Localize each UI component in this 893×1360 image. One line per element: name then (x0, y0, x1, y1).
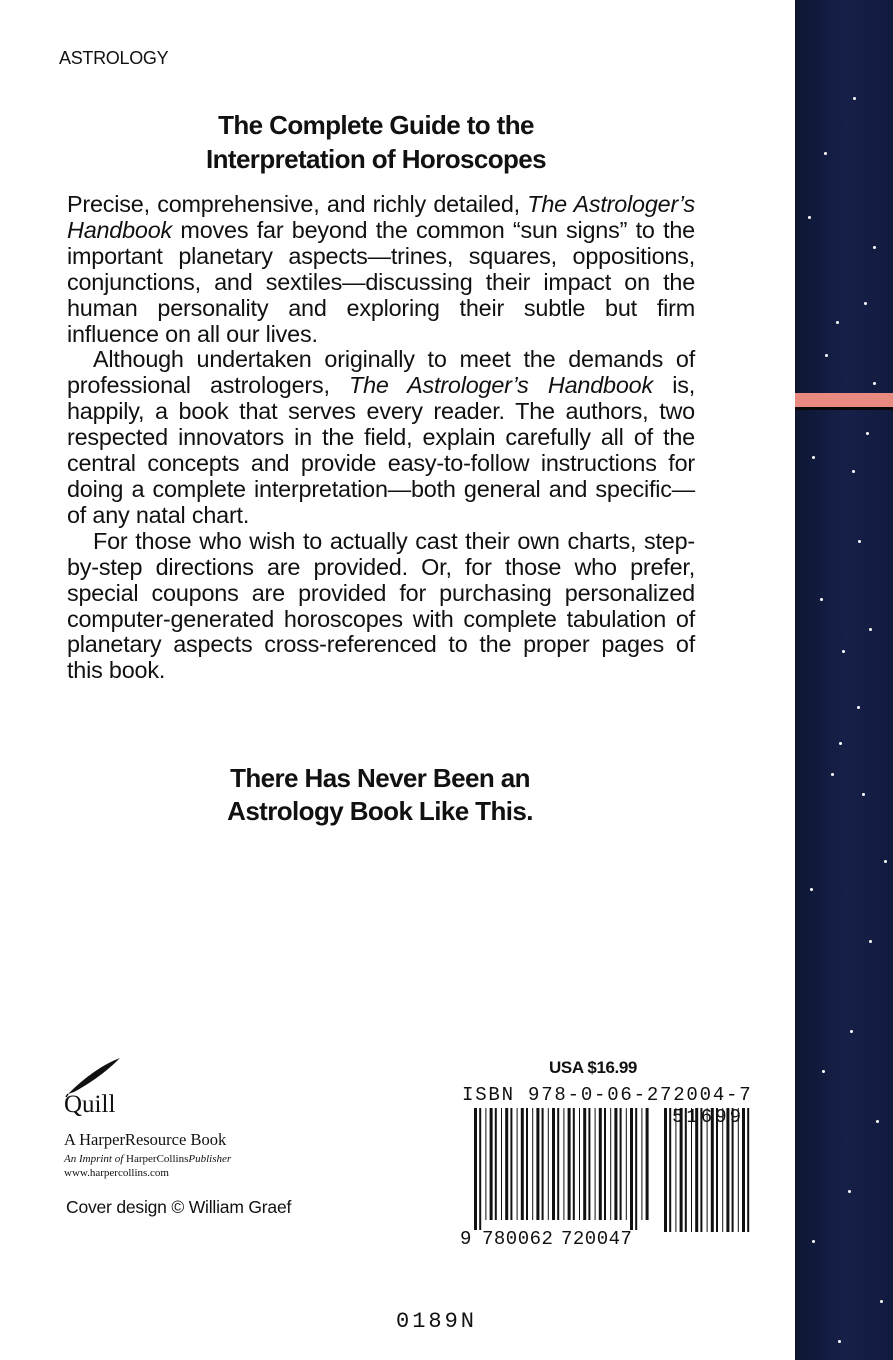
barcode-bar (485, 1108, 486, 1220)
barcode-bar (573, 1108, 575, 1220)
paragraph-1-end: moves far beyond the common “sun signs” to the important planetary aspects—trines, squares, oppositions, conjunctions, and sextiles—discussing their impact on the human personality and exploring their subtle but firm influence on all our lives. (67, 216, 695, 347)
star (876, 1120, 879, 1123)
barcode-bar (595, 1108, 596, 1220)
barcode-bar (557, 1108, 559, 1220)
star (822, 1070, 825, 1073)
headline-line-1: The Complete Guide to the (218, 110, 534, 140)
star (850, 1030, 853, 1033)
headline-line-2: Interpretation of Horoscopes (205, 144, 546, 174)
isbn-text: ISBN 978-0-06-272004-7 (462, 1084, 753, 1106)
star (862, 793, 865, 796)
barcode (460, 1108, 750, 1248)
barcode-bar (542, 1108, 544, 1220)
barcode-bar (552, 1108, 555, 1220)
barcode-bar (588, 1108, 590, 1220)
star (838, 1340, 841, 1343)
cover-credit: Cover design © William Graef (66, 1197, 292, 1217)
barcode-bar (517, 1108, 518, 1220)
barcode-bar (641, 1108, 642, 1220)
barcode-bar (563, 1108, 564, 1220)
barcode-bar (646, 1108, 649, 1220)
star (839, 742, 842, 745)
barcode-bar (495, 1108, 497, 1220)
quill-logo-icon (64, 1054, 134, 1116)
book-title: The Astrologer’s Handbook (67, 191, 695, 243)
bottom-code: 0189N (396, 1309, 478, 1334)
barcode-bar (579, 1108, 580, 1220)
barcode-bar (635, 1108, 637, 1230)
paragraph-2 (67, 347, 695, 528)
category-label: ASTROLOGY (59, 48, 169, 68)
barcode-bar (599, 1108, 602, 1220)
barcode-bar (510, 1108, 512, 1220)
barcode-bar (604, 1108, 606, 1220)
ean-first-digit: 9 (460, 1228, 472, 1248)
star (873, 246, 876, 249)
star (825, 354, 828, 357)
star (848, 1190, 851, 1193)
star (810, 888, 813, 891)
spine-starfield (795, 0, 893, 1360)
tagline-line-1: There Has Never Been an (230, 763, 530, 793)
star (820, 598, 823, 601)
star (812, 1240, 815, 1243)
star (858, 540, 861, 543)
paragraph-2-end: is, happily, a book that serves every reader. The authors, two respected innovators in the field, explain carefully all of the central concepts and provide easy-to-follow instructions for doing a complete interpretation—both general and specific—of any natal chart. (67, 372, 695, 528)
barcode-bar (568, 1108, 571, 1220)
barcode-bar (501, 1108, 502, 1220)
star (873, 382, 876, 385)
publisher-url: www.harpercollins.com (64, 1167, 169, 1179)
ean-bars (474, 1108, 649, 1230)
barcode-bar (614, 1108, 617, 1220)
logo-text: Quill (64, 1091, 116, 1116)
star (864, 302, 867, 305)
imprint-suffix: Publisher (188, 1153, 232, 1165)
paragraph-2-start: Although undertaken originally to meet the demands of professional astrologers, (67, 346, 695, 399)
star (836, 321, 839, 324)
star (866, 432, 869, 435)
star (808, 216, 811, 219)
headline (60, 108, 692, 176)
barcode-bar (583, 1108, 586, 1220)
barcode-bar (610, 1108, 611, 1220)
barcode-bar (532, 1108, 533, 1220)
barcode-bar (521, 1108, 524, 1220)
ean-right-digits: 720047 (561, 1228, 633, 1248)
star (831, 773, 834, 776)
barcode-bar (526, 1108, 528, 1220)
star (842, 650, 845, 653)
tagline-line-2: Astrology Book Like This. (227, 796, 533, 826)
star (824, 152, 827, 155)
barcode-bar (626, 1108, 627, 1220)
star (880, 1300, 883, 1303)
paragraph-3: For those who wish to actually cast their own charts, step-by-step directions are provided. Or, for those who prefer, special coupons are provided for purchasing personalized computer-generated horoscopes with complete tabulation of planetary aspects cross-referenced to the proper pages of this book. (67, 527, 695, 684)
star (853, 97, 856, 100)
star (852, 470, 855, 473)
imprint-prefix: An Imprint of (64, 1153, 124, 1165)
star (884, 860, 887, 863)
barcode-bars (460, 1108, 750, 1248)
description (67, 192, 695, 684)
barcode-bar (474, 1108, 477, 1230)
barcode-bar (548, 1108, 549, 1220)
barcode-bar (490, 1108, 493, 1220)
paragraph-1-start: Precise, comprehensive, and richly detailed, (67, 191, 528, 217)
price: USA $16.99 (549, 1058, 637, 1077)
barcode-bar (664, 1108, 667, 1232)
ean-left-digits: 780062 (482, 1228, 554, 1248)
star (869, 628, 872, 631)
book-title: The Astrologer’s Handbook (349, 372, 653, 399)
star (869, 940, 872, 943)
imprint-company: HarperCollins (126, 1153, 189, 1165)
publisher-block (64, 1054, 231, 1179)
star (857, 706, 860, 709)
barcode-bar (505, 1108, 508, 1220)
barcode-bar (747, 1108, 749, 1232)
barcode-bar (536, 1108, 539, 1220)
imprint-line (64, 1153, 231, 1165)
barcode-bar (479, 1108, 481, 1230)
barcode-bar (620, 1108, 622, 1220)
paragraph-1 (67, 192, 695, 347)
tagline (60, 762, 700, 828)
spine-stripe (795, 393, 893, 410)
barcode-bar (669, 1108, 671, 1232)
star (812, 456, 815, 459)
barcode-bar (630, 1108, 633, 1230)
addon-digits: 51699 (672, 1106, 745, 1128)
imprint-name: A HarperResource Book (64, 1130, 227, 1149)
